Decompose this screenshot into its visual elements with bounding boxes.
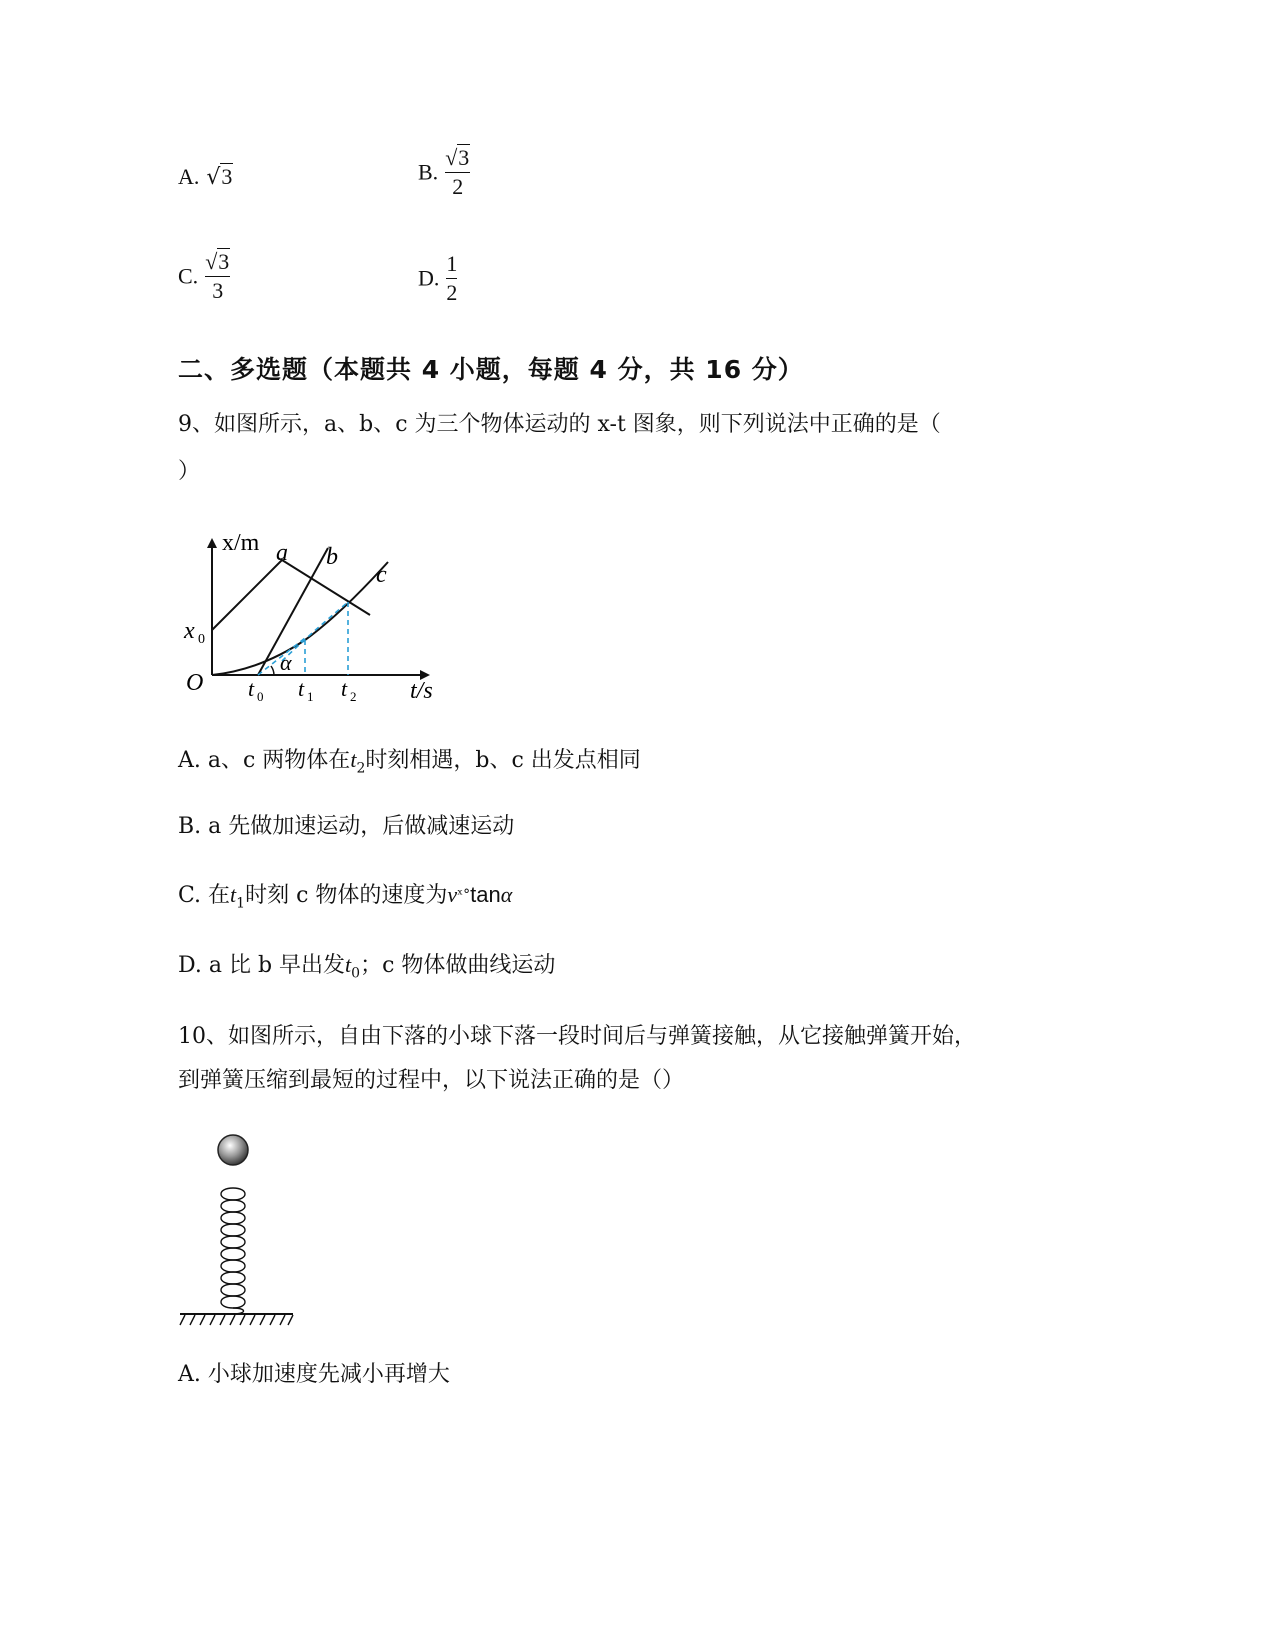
q10-stem-line2: 到弹簧压缩到最短的过程中，以下说法正确的是（） [178, 1068, 685, 1093]
alpha-arc [271, 666, 274, 675]
sqrt-expression: √3 [206, 164, 233, 190]
section-heading: 二、多选题（本题共 4 小题，每题 4 分，共 16 分） [178, 355, 804, 384]
t0-label: t [248, 676, 255, 701]
t1-label: t [298, 676, 305, 701]
t0-subscript: 0 [257, 689, 264, 704]
option-label: A. [178, 164, 200, 189]
denominator: 2 [446, 280, 458, 305]
q10-option-a: A. 小球加速度先减小再增大 [178, 1362, 450, 1387]
q9-option-c [178, 880, 512, 918]
option-label: D. [418, 265, 440, 291]
option-text: D. a 比 b 早出发 [178, 953, 346, 978]
radicand: 3 [458, 145, 470, 170]
option-label: C. [178, 263, 199, 289]
fraction [446, 252, 457, 305]
q9-option-d [178, 950, 555, 988]
q8-option-a [178, 163, 233, 192]
math-subscript: 2 [356, 760, 366, 777]
denominator: 2 [452, 174, 464, 199]
y-axis-label: x/m [222, 530, 260, 556]
x-axis-label: t/s [410, 678, 433, 704]
option-text: ；c 物体做曲线运动 [360, 953, 556, 978]
radicand: 3 [221, 164, 233, 189]
label-b: b [326, 544, 338, 570]
numerator: √3 [205, 249, 230, 274]
fraction [205, 250, 230, 303]
fraction [445, 146, 470, 199]
tan-function: tan [470, 882, 501, 907]
q8-option-b [418, 146, 470, 199]
q10-stem-line1: 10、如图所示，自由下落的小球下落一段时间后与弹簧接触，从它接触弹簧开始， [178, 1024, 976, 1049]
math-var: α [500, 882, 513, 907]
spring-ball-figure [175, 1128, 300, 1333]
t2-subscript: 2 [350, 689, 357, 704]
option-label: B. [418, 159, 439, 185]
garbled-symbol: ˣ° [457, 887, 471, 903]
math-var: t [345, 952, 352, 977]
math-subscript: 0 [351, 965, 361, 982]
q9-stem-line1: 9、如图所示，a、b、c 为三个物体运动的 x-t 图象，则下列说法中正确的是（ [178, 412, 941, 437]
option-text: 时刻 c 物体的速度为 [245, 883, 448, 908]
curve-c [212, 562, 388, 675]
label-a: a [276, 540, 288, 566]
t1-subscript: 1 [307, 689, 314, 704]
math-var: t [350, 747, 357, 772]
ground-hatching [180, 1315, 293, 1325]
line-a [212, 560, 370, 630]
math-subscript: 1 [236, 895, 246, 912]
x0-subscript: 0 [198, 632, 205, 647]
q8-option-c [178, 250, 230, 303]
option-text: 时刻相遇，b、c 出发点相同 [365, 748, 641, 773]
spring [221, 1188, 245, 1314]
origin-label: O [186, 670, 204, 696]
math-var: t [230, 882, 237, 907]
fraction-bar [205, 276, 230, 277]
q9-stem-line2: ） [178, 459, 201, 484]
numerator: 1 [446, 251, 458, 276]
q9-option-a [178, 745, 641, 783]
math-var: v [447, 882, 458, 907]
option-text: C. 在 [178, 883, 231, 908]
fraction-bar [445, 172, 470, 173]
xt-graph [170, 520, 460, 720]
x0-label: x [184, 618, 195, 644]
radicand: 3 [218, 249, 230, 274]
q9-option-b: B. a 先做加速运动，后做减速运动 [178, 814, 515, 839]
denominator: 3 [212, 278, 224, 303]
numerator: √3 [445, 145, 470, 170]
label-c: c [376, 562, 387, 588]
option-text: A. a、c 两物体在 [178, 748, 351, 773]
t2-label: t [341, 676, 348, 701]
ball [218, 1135, 248, 1165]
alpha-label: α [280, 650, 292, 675]
fraction-bar [446, 278, 457, 279]
q8-option-d [418, 252, 457, 305]
